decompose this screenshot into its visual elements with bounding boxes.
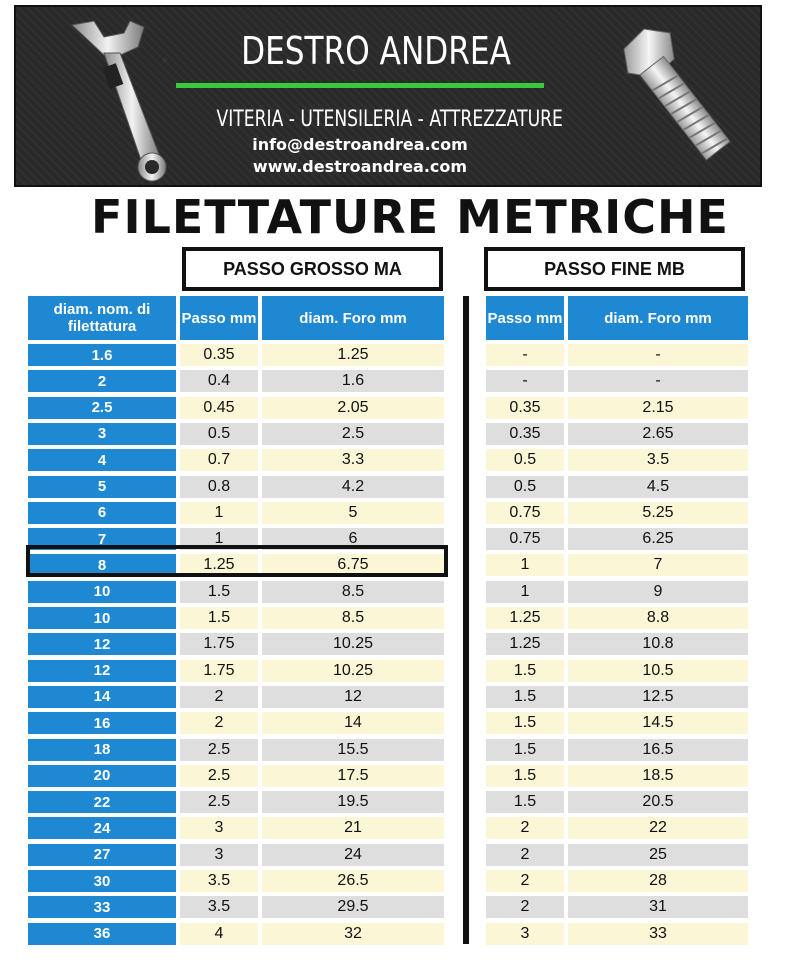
cell-fine-hole: 16.5 [568, 739, 748, 761]
cell-fine-pitch: 1.25 [486, 607, 564, 629]
cell-coarse-hole: 2.05 [262, 397, 444, 419]
cell-coarse-pitch: 1.75 [180, 633, 258, 655]
cell-nominal: 16 [28, 712, 176, 734]
cell-nominal: 12 [28, 633, 176, 655]
cell-fine-hole: 2.65 [568, 423, 748, 445]
cell-fine-hole: 33 [568, 923, 748, 945]
cell-coarse-pitch: 4 [180, 923, 258, 945]
cell-fine-pitch: 0.35 [486, 423, 564, 445]
cell-coarse-hole: 29.5 [262, 896, 444, 918]
cell-fine-hole: 2.15 [568, 397, 748, 419]
cell-nominal: 22 [28, 791, 176, 813]
cell-fine-hole: 4.5 [568, 476, 748, 498]
cell-fine-hole: - [568, 344, 748, 366]
cell-nominal: 24 [28, 817, 176, 839]
cell-fine-hole: 12.5 [568, 686, 748, 708]
cell-coarse-pitch: 0.45 [180, 397, 258, 419]
cell-coarse-pitch: 0.7 [180, 449, 258, 471]
cell-fine-hole: 28 [568, 870, 748, 892]
cell-fine-pitch: 1 [486, 581, 564, 603]
cell-coarse-pitch: 1.75 [180, 660, 258, 682]
tagline: VITERIA - UTENSILERIA - ATTREZZATURE [216, 107, 563, 132]
cell-coarse-pitch: 1 [180, 528, 258, 550]
cell-fine-pitch: 2 [486, 870, 564, 892]
cell-coarse-hole: 32 [262, 923, 444, 945]
cell-nominal: 14 [28, 686, 176, 708]
cell-fine-hole: 6.25 [568, 528, 748, 550]
brand-name: DESTRO ANDREA [241, 29, 511, 73]
cell-coarse-hole: 5 [262, 502, 444, 524]
cell-fine-hole: 7 [568, 554, 748, 576]
cell-nominal: 18 [28, 739, 176, 761]
cell-nominal: 4 [28, 449, 176, 471]
cell-coarse-pitch: 0.5 [180, 423, 258, 445]
cell-nominal: 1.6 [28, 344, 176, 366]
col-header-fine-pitch: Passo mm [486, 296, 564, 340]
cell-nominal: 20 [28, 765, 176, 787]
cell-coarse-pitch: 2.5 [180, 765, 258, 787]
cell-fine-pitch: 0.75 [486, 502, 564, 524]
cell-nominal: 33 [28, 896, 176, 918]
cell-coarse-pitch: 1.5 [180, 581, 258, 603]
cell-fine-pitch: 1.5 [486, 686, 564, 708]
cell-fine-pitch: 1.25 [486, 633, 564, 655]
cell-coarse-hole: 26.5 [262, 870, 444, 892]
cell-nominal: 3 [28, 423, 176, 445]
cell-fine-pitch: 2 [486, 817, 564, 839]
cell-coarse-hole: 3.3 [262, 449, 444, 471]
cell-nominal: 36 [28, 923, 176, 945]
row-highlight [26, 545, 448, 577]
cell-fine-pitch: 1.5 [486, 712, 564, 734]
cell-fine-hole: - [568, 370, 748, 392]
col-header-fine-hole: diam. Foro mm [568, 296, 748, 340]
cell-nominal: 10 [28, 607, 176, 629]
cell-coarse-pitch: 1.25 [180, 554, 258, 576]
cell-fine-hole: 20.5 [568, 791, 748, 813]
cell-fine-hole: 8.8 [568, 607, 748, 629]
cell-fine-pitch: 1.5 [486, 765, 564, 787]
cell-coarse-pitch: 0.8 [180, 476, 258, 498]
cell-coarse-pitch: 3 [180, 844, 258, 866]
cell-coarse-hole: 17.5 [262, 765, 444, 787]
cell-fine-pitch: - [486, 344, 564, 366]
cell-fine-hole: 9 [568, 581, 748, 603]
cell-coarse-hole: 10.25 [262, 633, 444, 655]
cell-fine-pitch: 1.5 [486, 660, 564, 682]
email-link[interactable]: info@destroandrea.com [252, 135, 468, 154]
cell-coarse-pitch: 3.5 [180, 896, 258, 918]
cell-nominal: 27 [28, 844, 176, 866]
cell-fine-pitch: 1 [486, 554, 564, 576]
table-divider [463, 296, 469, 944]
cell-fine-hole: 3.5 [568, 449, 748, 471]
cell-coarse-hole: 4.2 [262, 476, 444, 498]
cell-coarse-pitch: 1.5 [180, 607, 258, 629]
cell-fine-hole: 31 [568, 896, 748, 918]
cell-coarse-pitch: 2 [180, 686, 258, 708]
section-coarse-pitch: PASSO GROSSO MA [182, 247, 443, 291]
col-header-nominal: diam. nom. di filettatura [28, 296, 176, 340]
cell-fine-pitch: 2 [486, 844, 564, 866]
cell-nominal: 6 [28, 502, 176, 524]
bolt-icon [614, 19, 734, 179]
page-title: FILETTATURE METRICHE [91, 190, 729, 244]
cell-coarse-hole: 6 [262, 528, 444, 550]
cell-coarse-hole: 8.5 [262, 607, 444, 629]
cell-coarse-pitch: 1 [180, 502, 258, 524]
cell-fine-pitch: 3 [486, 923, 564, 945]
cell-coarse-hole: 15.5 [262, 739, 444, 761]
cell-coarse-pitch: 3 [180, 817, 258, 839]
cell-nominal: 7 [28, 528, 176, 550]
cell-coarse-hole: 6.75 [262, 554, 444, 576]
cell-fine-pitch: 1.5 [486, 739, 564, 761]
cell-nominal: 8 [28, 554, 176, 576]
cell-fine-pitch: 0.75 [486, 528, 564, 550]
wrench-icon [64, 17, 169, 187]
section-fine-pitch: PASSO FINE MB [484, 247, 745, 291]
cell-fine-pitch: 1.5 [486, 791, 564, 813]
cell-coarse-pitch: 0.35 [180, 344, 258, 366]
cell-coarse-hole: 8.5 [262, 581, 444, 603]
cell-coarse-hole: 2.5 [262, 423, 444, 445]
cell-coarse-hole: 14 [262, 712, 444, 734]
cell-coarse-hole: 12 [262, 686, 444, 708]
cell-coarse-pitch: 2.5 [180, 791, 258, 813]
cell-coarse-pitch: 0.4 [180, 370, 258, 392]
cell-nominal: 2.5 [28, 397, 176, 419]
cell-nominal: 5 [28, 476, 176, 498]
cell-fine-pitch: 0.5 [486, 476, 564, 498]
cell-coarse-hole: 24 [262, 844, 444, 866]
website-link[interactable]: www.destroandrea.com [252, 157, 468, 176]
cell-fine-pitch: - [486, 370, 564, 392]
cell-nominal: 10 [28, 581, 176, 603]
cell-fine-pitch: 0.5 [486, 449, 564, 471]
cell-fine-pitch: 2 [486, 896, 564, 918]
cell-fine-hole: 25 [568, 844, 748, 866]
cell-coarse-hole: 1.6 [262, 370, 444, 392]
header-banner [14, 5, 762, 187]
cell-fine-pitch: 0.35 [486, 397, 564, 419]
cell-coarse-hole: 10.25 [262, 660, 444, 682]
cell-coarse-hole: 21 [262, 817, 444, 839]
cell-fine-hole: 14.5 [568, 712, 748, 734]
cell-nominal: 12 [28, 660, 176, 682]
cell-coarse-pitch: 2.5 [180, 739, 258, 761]
cell-fine-hole: 5.25 [568, 502, 748, 524]
cell-coarse-pitch: 2 [180, 712, 258, 734]
accent-line [176, 83, 544, 88]
cell-nominal: 2 [28, 370, 176, 392]
cell-nominal: 30 [28, 870, 176, 892]
cell-coarse-hole: 1.25 [262, 344, 444, 366]
cell-fine-hole: 10.5 [568, 660, 748, 682]
cell-fine-hole: 10.8 [568, 633, 748, 655]
cell-coarse-hole: 19.5 [262, 791, 444, 813]
col-header-coarse-pitch: Passo mm [180, 296, 258, 340]
cell-fine-hole: 18.5 [568, 765, 748, 787]
cell-coarse-pitch: 3.5 [180, 870, 258, 892]
col-header-coarse-hole: diam. Foro mm [262, 296, 444, 340]
cell-fine-hole: 22 [568, 817, 748, 839]
